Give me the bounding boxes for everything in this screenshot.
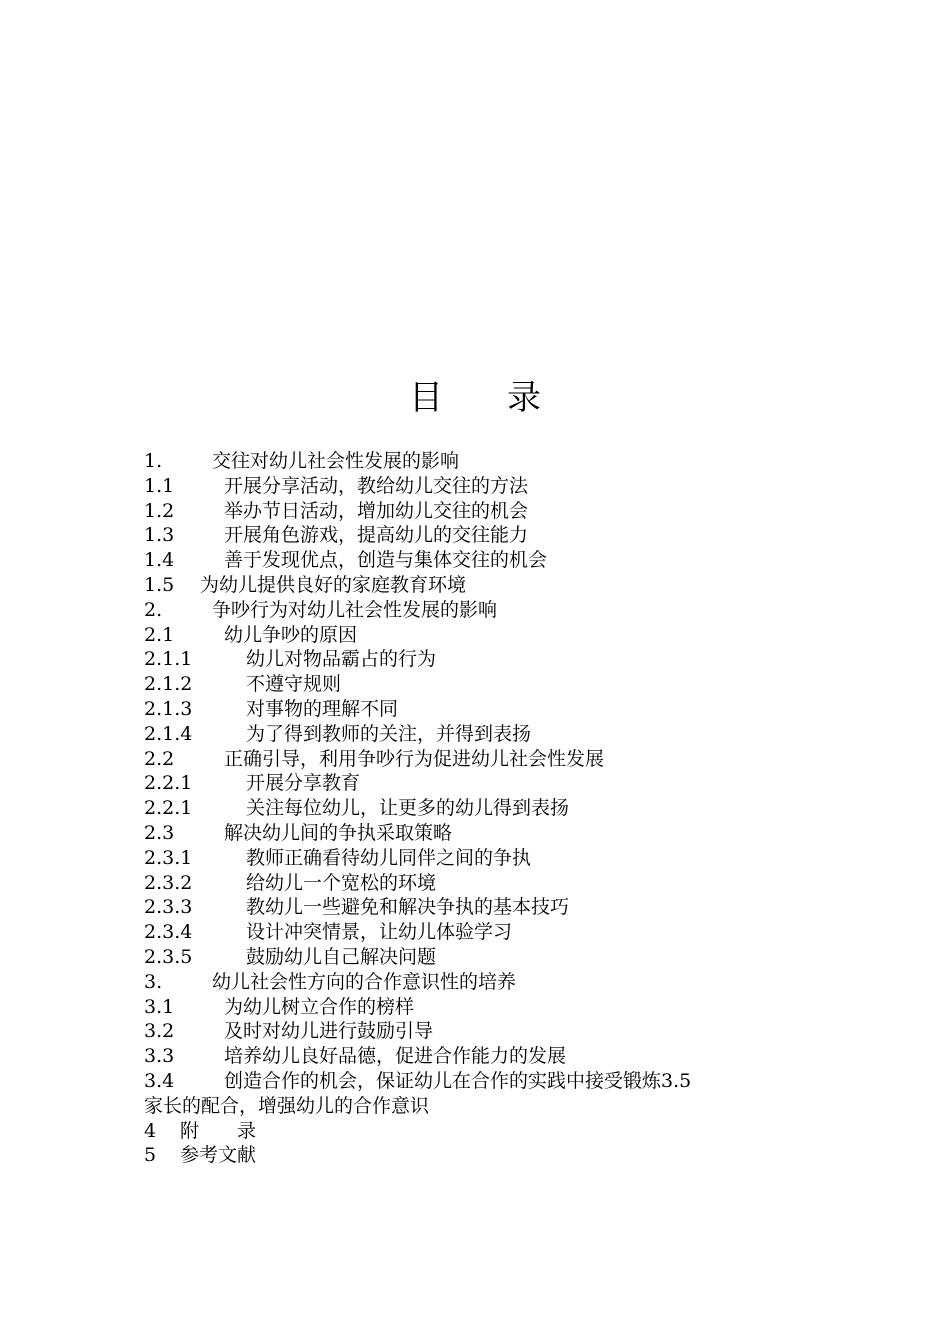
toc-entry <box>144 499 784 524</box>
toc-entry <box>144 722 784 747</box>
title-char-1: 目 <box>409 378 443 418</box>
toc-entry-number: 1.5 <box>144 573 175 596</box>
toc-entry-text: 对事物的理解不同 <box>246 697 399 720</box>
toc-entry <box>144 771 784 796</box>
toc-entry <box>144 672 784 697</box>
toc-entry-text: 参考文献 <box>180 1144 257 1167</box>
toc-entry <box>144 747 784 772</box>
toc-entry <box>144 474 784 499</box>
toc-entry-number: 1.4 <box>144 549 175 572</box>
toc-entry-number: 3.4 <box>144 1069 175 1092</box>
toc-entry-number: 3.1 <box>144 995 175 1018</box>
toc-entry <box>144 623 784 648</box>
toc-entry <box>144 995 784 1020</box>
toc-entry-number: 2.3 <box>144 821 175 844</box>
toc-entry-text: 关注每位幼儿，让更多的幼儿得到表扬 <box>246 797 570 820</box>
toc-entry-number: 3.3 <box>144 1045 175 1068</box>
title-char-2: 录 <box>507 378 541 418</box>
toc-entry-text: 为幼儿树立合作的榜样 <box>224 995 415 1018</box>
toc-entry-number: 2.1.4 <box>144 722 193 745</box>
toc-entry-text: 不遵守规则 <box>246 673 342 696</box>
toc-entry-number: 1.1 <box>144 474 175 497</box>
toc-entry <box>144 1143 784 1168</box>
toc-entry-text: 开展分享教育 <box>246 772 361 795</box>
toc-entry-text: 创造合作的机会，保证幼儿在合作的实践中接受锻炼3.5 <box>224 1069 692 1092</box>
toc-entry <box>144 1019 784 1044</box>
toc-entry <box>144 846 784 871</box>
toc-entry-number: 2.2.1 <box>144 797 193 820</box>
toc-entry-number: 3. <box>144 970 163 993</box>
toc-entry <box>144 821 784 846</box>
toc-entry <box>144 796 784 821</box>
toc-entry-text: 设计冲突情景，让幼儿体验学习 <box>246 921 513 944</box>
toc-entry-text: 善于发现优点，创造与集体交往的机会 <box>224 549 548 572</box>
toc-entry-text: 及时对幼儿进行鼓励引导 <box>224 1020 434 1043</box>
toc-entry-text: 为了得到教师的关注，并得到表扬 <box>246 722 532 745</box>
toc-entry-text: 幼儿争吵的原因 <box>224 623 358 646</box>
toc-entry <box>144 449 784 474</box>
toc-entry-text: 开展分享活动，教给幼儿交往的方法 <box>224 474 529 497</box>
toc-entry-number: 5 <box>144 1144 157 1167</box>
toc-entry-number: 4 <box>144 1119 157 1142</box>
toc-entry-number: 1.2 <box>144 499 175 522</box>
toc-entry-number: 2.3.2 <box>144 871 193 894</box>
toc-entry <box>144 573 784 598</box>
toc-entry-text: 家长的配合，增强幼儿的合作意识 <box>144 1094 430 1117</box>
page-title <box>0 372 950 424</box>
toc-entry <box>144 970 784 995</box>
toc-entry <box>144 647 784 672</box>
toc-entry-number: 2.2 <box>144 747 175 770</box>
toc-entry-number: 2.3.3 <box>144 896 193 919</box>
toc-entry <box>144 523 784 548</box>
toc-entry <box>144 1119 784 1144</box>
toc-entry-number: 1. <box>144 450 163 472</box>
toc-entry <box>144 1069 784 1094</box>
toc-entry-text: 争吵行为对幼儿社会性发展的影响 <box>212 598 498 621</box>
toc-entry-text: 为幼儿提供良好的家庭教育环境 <box>200 573 467 596</box>
toc-entry <box>144 895 784 920</box>
toc-entry-text: 解决幼儿间的争执采取策略 <box>224 821 453 844</box>
toc-entry <box>144 548 784 573</box>
toc-entry-number: 2.3.4 <box>144 921 193 944</box>
toc-entry <box>144 945 784 970</box>
toc-entry-number: 1.3 <box>144 524 175 547</box>
toc-entry <box>144 871 784 896</box>
toc-entry-text: 交往对幼儿社会性发展的影响 <box>212 450 460 472</box>
toc-entry-text: 教幼儿一些避免和解决争执的基本技巧 <box>246 896 570 919</box>
toc-entry-number: 2.3.5 <box>144 945 193 968</box>
toc-entry-number: 2.1 <box>144 623 175 646</box>
toc-entry-number: 2.1.3 <box>144 697 193 720</box>
table-of-contents <box>144 449 784 1168</box>
toc-entry-text: 教师正确看待幼儿同伴之间的争执 <box>246 846 532 869</box>
toc-entry-number: 2. <box>144 598 163 621</box>
toc-entry-number: 2.3.1 <box>144 846 193 869</box>
toc-entry-text: 附 录 <box>180 1119 257 1142</box>
toc-entry <box>144 697 784 722</box>
toc-entry <box>144 1044 784 1069</box>
toc-entry-text: 幼儿社会性方向的合作意识性的培养 <box>212 970 517 993</box>
toc-entry-text: 举办节日活动，增加幼儿交往的机会 <box>224 499 529 522</box>
toc-entry <box>144 1094 784 1119</box>
toc-entry-number: 2.2.1 <box>144 772 193 795</box>
toc-entry-number: 2.1.2 <box>144 673 193 696</box>
toc-entry-number: 3.2 <box>144 1020 175 1043</box>
toc-entry-text: 开展角色游戏，提高幼儿的交往能力 <box>224 524 529 547</box>
toc-entry-text: 幼儿对物品霸占的行为 <box>246 648 437 671</box>
toc-entry-text: 鼓励幼儿自己解决问题 <box>246 945 437 968</box>
toc-entry-text: 正确引导，利用争吵行为促进幼儿社会性发展 <box>224 747 605 770</box>
toc-entry <box>144 920 784 945</box>
toc-entry-text: 培养幼儿良好品德，促进合作能力的发展 <box>224 1045 567 1068</box>
toc-entry-text: 给幼儿一个宽松的环境 <box>246 871 437 894</box>
toc-entry <box>144 598 784 623</box>
toc-entry-number: 2.1.1 <box>144 648 193 671</box>
